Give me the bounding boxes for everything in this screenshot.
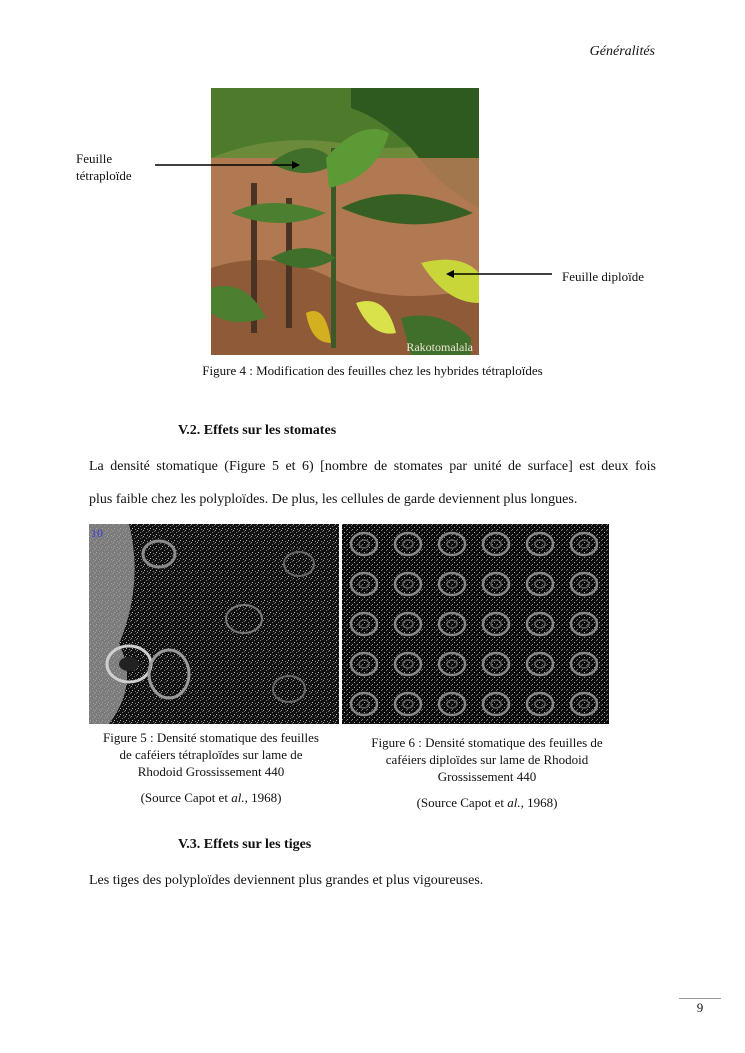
figure4-photo: [211, 88, 479, 355]
page-header-title: Généralités: [589, 44, 655, 59]
label-diploid-leaf: Feuille diploïde: [562, 269, 644, 284]
figure5-micrograph: [89, 524, 339, 724]
source-etal: al.,: [507, 795, 524, 810]
photo-credit: Rakotomalala: [406, 340, 473, 354]
paragraph-line-2: plus faible chez les polyploïdes. De plus, les cellules de garde deviennent plus longues.: [89, 492, 578, 507]
tetraploid-stomata-image: [89, 524, 339, 724]
diploid-stomata-image: [342, 524, 609, 724]
source-etal: al.,: [231, 790, 248, 805]
figure5-mark: 10: [91, 526, 103, 540]
figure5-source: [96, 790, 326, 806]
figure6-source: [369, 795, 605, 811]
source-year: 1968): [523, 795, 558, 810]
figure6-micrograph: [342, 524, 609, 724]
page-number: 9: [696, 1000, 704, 1015]
source-text: (Source Capot et: [416, 795, 508, 810]
label-tetraploid-leaf: Feuille tétraploïde: [76, 151, 132, 183]
figure6-caption: Figure 6 : Densité stomatique des feuilles de caféiers diploïdes sur lame de Rhodoid Grossissement 440: [371, 735, 603, 784]
section-v3-heading: V.3. Effets sur les tiges: [178, 837, 312, 852]
source-text: (Source Capot et: [140, 790, 232, 805]
paragraph-line-1: La densité stomatique (Figure 5 et 6) [nombre de stomates par unité de surface] est deux fois: [89, 459, 656, 474]
figure4-caption: Figure 4 : Modification des feuilles chez les hybrides tétraploïdes: [202, 363, 543, 378]
section-v2-heading: V.2. Effets sur les stomates: [178, 423, 337, 438]
section-v2-paragraph: [89, 450, 656, 516]
section-v3-paragraph: Les tiges des polyploïdes deviennent plus grandes et plus vigoureuses.: [89, 873, 484, 888]
footer-divider: [679, 998, 721, 999]
coffee-plant-image: [211, 88, 479, 355]
source-year: 1968): [247, 790, 282, 805]
figure5-caption: Figure 5 : Densité stomatique des feuilles de caféiers tétraploïdes sur lame de Rhodoid Grossissement 440: [103, 730, 319, 779]
